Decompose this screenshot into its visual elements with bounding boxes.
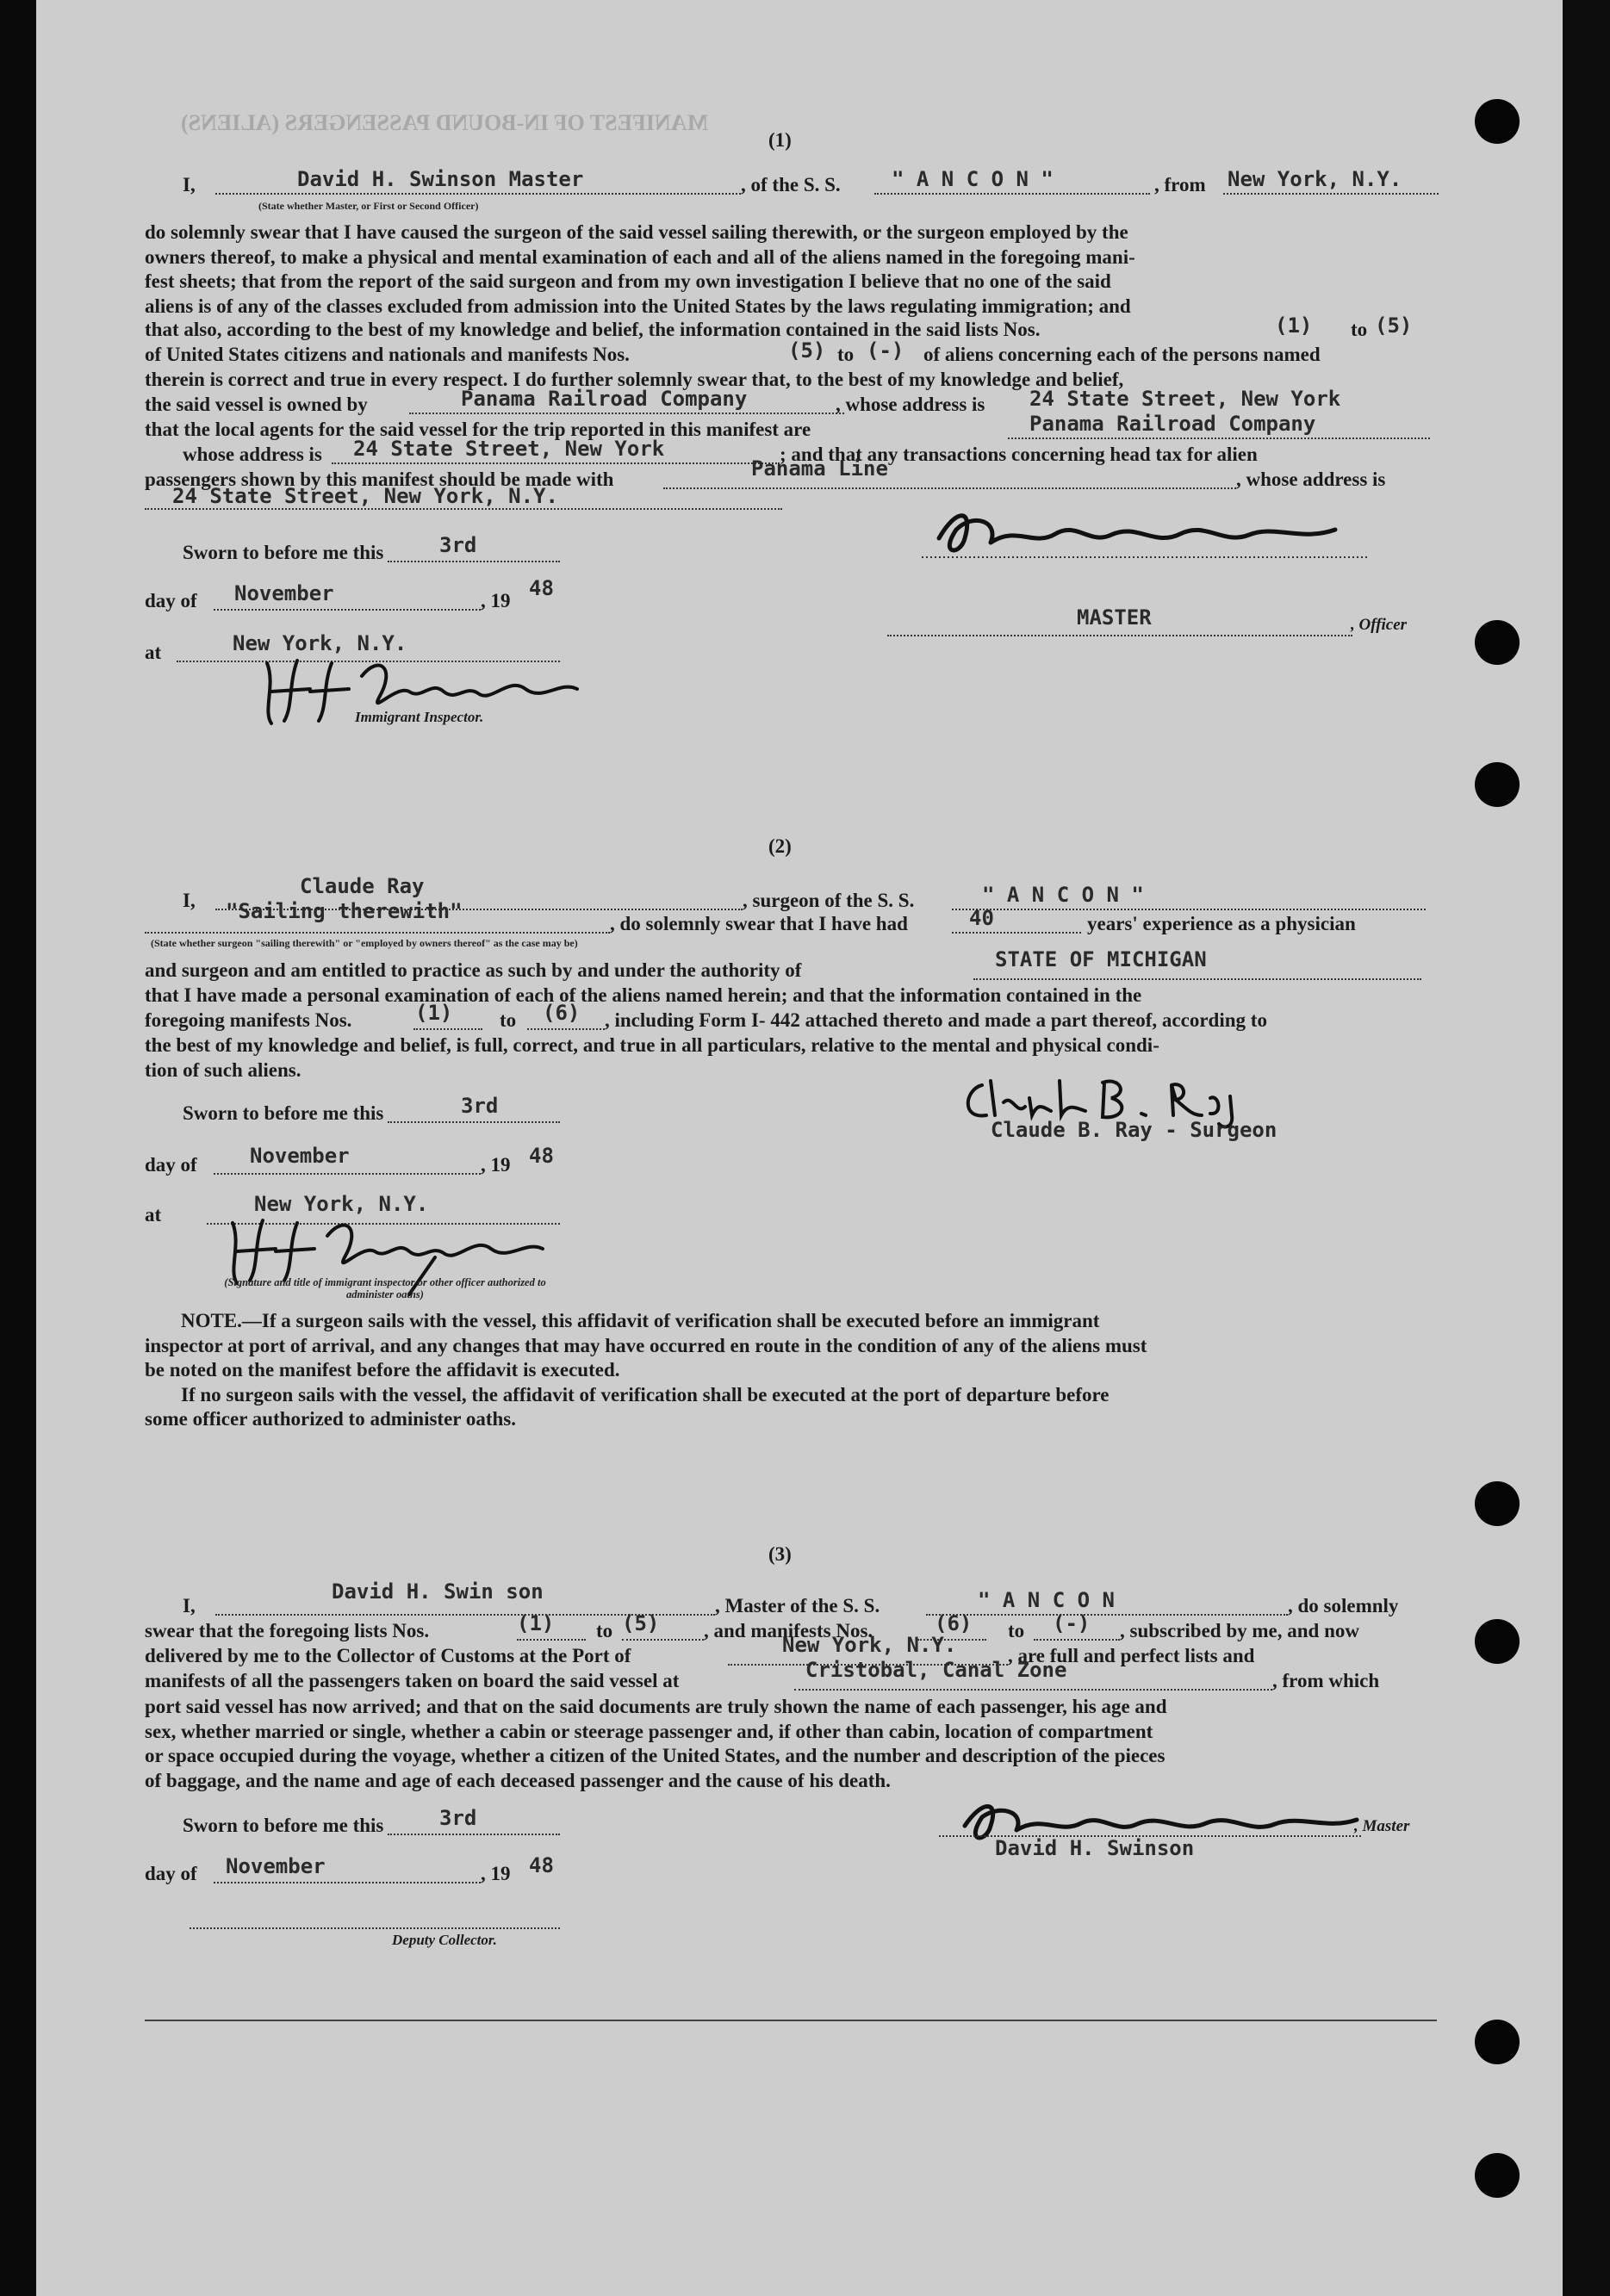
year-prefix: , 19	[481, 590, 511, 611]
fill-line	[388, 561, 560, 562]
officer-title-field: MASTER	[1077, 605, 1152, 630]
master-signature	[904, 504, 1387, 564]
fill-line	[1034, 1639, 1120, 1641]
from-which-text: , from which	[1272, 1670, 1380, 1691]
year-field: 48	[529, 576, 554, 600]
year-field: 48	[529, 1144, 554, 1168]
further-swear-text: therein is correct and true in every respect. I do further solemnly swear that, to the best of my knowledge and belief,	[145, 369, 1124, 390]
owner-field: Panama Railroad Company	[461, 387, 748, 411]
to-label: to	[1351, 319, 1368, 340]
punch-hole	[1475, 762, 1520, 807]
owner-address-field: 24 State Street, New York	[1029, 387, 1341, 411]
fill-line	[622, 1639, 704, 1641]
day-of-label: day of	[145, 1154, 197, 1176]
full-text: , are full and perfect lists and	[1008, 1645, 1255, 1666]
from-port-field: New York, N.Y.	[1228, 167, 1402, 191]
fill-line	[952, 932, 1081, 934]
agent-address-field: 24 State Street, New York	[353, 437, 665, 461]
fill-line	[973, 978, 1421, 980]
to-label: to	[500, 1009, 517, 1031]
officer-label: , Officer	[1351, 616, 1408, 634]
depart-port-field: Cristobal, Canal Zone	[805, 1658, 1067, 1682]
years-field: 40	[969, 906, 994, 930]
passengers-label: passengers shown by this manifest should be made with	[145, 469, 614, 490]
section-3-body: port said vessel has now arrived; and that on the said documents are truly shown the name of each passenger, his age and sex, whether married or single, whether a cabin or steerage passenger and, if other than cabin, location of compartment or space occupied during the voyage, whether a citizen of the United States, and the number and description of the pieces of baggage, and the name and age of each deceased passenger and the cause of his death.	[145, 1696, 1167, 1791]
sworn-day-field: 3rd	[439, 533, 477, 557]
head-tax-text: ; and that any transactions concerning head tax for alien	[780, 444, 1258, 465]
scan-edge-right	[1563, 0, 1610, 2296]
lists-to-field: (5)	[622, 1611, 660, 1635]
whose-address-label: , whose address is	[836, 394, 985, 415]
port-field: New York, N.Y.	[782, 1633, 957, 1657]
year-prefix: , 19	[481, 1863, 511, 1884]
lists-from-field: (1)	[517, 1611, 555, 1635]
owned-by-label: the said vessel is owned by	[145, 394, 368, 415]
manifests-to-field: (-)	[1053, 1611, 1091, 1635]
ship-name-field: " A N C O N "	[982, 883, 1144, 907]
master-typed-name: David H. Swinson	[995, 1836, 1195, 1860]
state-whether-note: (State whether surgeon "sailing therewith" or "employed by owners thereof" as the case may be)	[151, 937, 578, 949]
agents-label: that the local agents for the said vessel for the trip reported in this manifest are	[145, 419, 811, 440]
manifests-nos-text: of United States citizens and nationals and manifests Nos.	[145, 344, 630, 365]
fill-line	[1223, 193, 1439, 195]
day-of-label: day of	[145, 590, 197, 611]
fill-line	[332, 462, 780, 464]
sworn-label: Sworn to before me this	[183, 1815, 384, 1836]
fill-line	[214, 1882, 481, 1883]
section-2-line-c: tion of such aliens.	[145, 1059, 301, 1081]
fill-line	[887, 635, 1352, 636]
section-3-number: (3)	[768, 1543, 792, 1565]
fill-line	[145, 932, 610, 934]
month-field: November	[250, 1144, 350, 1168]
scan-edge-left	[0, 0, 36, 2296]
note-paragraph: NOTE.—If a surgeon sails with the vessel, this affidavit of verification shall be executed before an immigrant inspector at port of arrival, and any changes that may have occurred en route in the condition of any of the aliens must be noted on the manifest before the affidavit is executed. If no surgeon sails with the vessel, the affidavit of verification shall be executed at the port of departure before some officer authorized to administer oaths.	[145, 1310, 1147, 1430]
month-field: November	[226, 1854, 326, 1878]
authority-field: STATE OF MICHIGAN	[995, 947, 1207, 971]
master-label: , Master	[1354, 1817, 1410, 1835]
to-label: to	[1008, 1620, 1025, 1641]
surgeon-name-field: Claude Ray	[300, 874, 425, 898]
surgeon-of-label: , surgeon of the S. S.	[743, 890, 915, 911]
agent-field: Panama Railroad Company	[1029, 412, 1316, 436]
manifests-to-field: (-)	[867, 338, 904, 363]
year-field: 48	[529, 1853, 554, 1877]
fill-line	[1008, 437, 1430, 439]
fill-line	[527, 1028, 605, 1030]
fill-line	[409, 413, 844, 414]
section-2-line-b: the best of my knowledge and belief, is full, correct, and true in all particulars, relative to the mental and physical condi-	[145, 1034, 1159, 1056]
sworn-label: Sworn to before me this	[183, 1102, 384, 1124]
sworn-day-field: 3rd	[439, 1806, 477, 1830]
punch-hole	[1475, 1619, 1520, 1664]
section-1-body: do solemnly swear that I have caused the surgeon of the said vessel sailing therewith, or the surgeon employed by the owners thereof, to make a physical and mental examination of each and all of the aliens named in the foregoing mani- fest sheets; that from the report of the said surgeon and from my own investigation I believe that no one of the said aliens is of any of the classes excluded from admission into the United States by the laws regulating immigration; and	[145, 221, 1135, 317]
subscribed-text: , subscribed by me, and now	[1120, 1620, 1359, 1641]
swear-text: , do solemnly swear that I have had	[610, 913, 908, 934]
manifests-from-field: (5)	[788, 338, 826, 363]
fill-line	[794, 1689, 1272, 1691]
years-text: years' experience as a physician	[1087, 913, 1356, 934]
sailing-field: "Sailing therewith"	[226, 899, 463, 923]
bleed-through-header: MANIFEST OF IN-BOUND PASSENGERS (ALIENS)	[181, 110, 709, 135]
and-manifests-label: , and manifests Nos.	[704, 1620, 873, 1641]
i-label: I,	[183, 1595, 196, 1617]
manifests-text: manifests of all the passengers taken on board the said vessel at	[145, 1670, 680, 1691]
fill-line	[214, 1173, 481, 1175]
fill-line	[926, 1614, 1288, 1616]
place-field: New York, N.Y.	[254, 1192, 429, 1216]
foregoing-label: foregoing manifests Nos.	[145, 1009, 352, 1031]
at-label: at	[145, 642, 162, 663]
i-label: I,	[183, 890, 196, 911]
section-2-number: (2)	[768, 835, 792, 857]
day-of-label: day of	[145, 1863, 197, 1884]
punch-hole	[1475, 2153, 1520, 2198]
month-field: November	[234, 581, 334, 605]
at-label: at	[145, 1204, 162, 1226]
state-whether-note: (State whether Master, or First or Second Officer)	[258, 200, 479, 212]
fill-line	[413, 1028, 482, 1030]
punch-hole	[1475, 99, 1520, 144]
master-name-field: David H. Swin son	[332, 1579, 544, 1604]
fill-line	[663, 487, 1236, 489]
fill-line	[145, 508, 782, 510]
lists-nos-text: that also, according to the best of my knowledge and belief, the information contained in the said lists Nos.	[145, 319, 1041, 340]
sworn-label: Sworn to before me this	[183, 542, 384, 563]
lists-to-field: (5)	[1375, 313, 1413, 338]
sworn-day-field: 3rd	[461, 1094, 499, 1118]
section-2-line-a: that I have made a personal examination of each of the aliens named herein; and that the information contained in the	[145, 984, 1142, 1006]
punch-hole	[1475, 620, 1520, 665]
fill-line	[215, 193, 741, 195]
manifests-from-field: (1)	[415, 1001, 453, 1025]
year-prefix: , 19	[481, 1154, 511, 1176]
ship-name-field: " A N C O N "	[892, 167, 1054, 191]
to-label: to	[596, 1620, 613, 1641]
swear-lists-label: swear that the foregoing lists Nos.	[145, 1620, 430, 1641]
fill-line	[214, 609, 481, 611]
punch-hole	[1475, 2020, 1520, 2064]
fill-line	[190, 1927, 560, 1929]
fill-line	[388, 1121, 560, 1123]
punch-hole	[1475, 1481, 1520, 1526]
master-name-field: David H. Swinson Master	[297, 167, 584, 191]
divider-line	[145, 2020, 1437, 2021]
fill-line	[388, 1834, 560, 1835]
delivered-text: delivered by me to the Collector of Customs at the Port of	[145, 1645, 631, 1666]
fill-line	[952, 909, 1426, 910]
ship-name-field: " A N C O N	[978, 1588, 1115, 1612]
do-solemnly-label: , do solemnly	[1288, 1595, 1399, 1617]
fill-line	[517, 1639, 586, 1641]
i-label: I,	[183, 174, 196, 195]
lists-from-field: (1)	[1275, 313, 1313, 338]
whose-address-label: , whose address is	[1236, 469, 1386, 490]
section-1-number: (1)	[768, 129, 792, 151]
fill-line	[874, 193, 1150, 195]
tax-agent-address-field: 24 State Street, New York, N.Y.	[172, 484, 558, 508]
including-text: , including Form I- 442 attached thereto and made a part thereof, according to	[605, 1009, 1267, 1031]
tax-agent-field: Panama Line	[751, 456, 888, 481]
agent-address-label: whose address is	[183, 444, 322, 465]
inspector-label: Immigrant Inspector.	[355, 709, 484, 725]
deputy-collector-label: Deputy Collector.	[392, 1932, 497, 1948]
of-the-ss-label: , of the S. S.	[741, 174, 841, 195]
inspector-note: (Signature and title of immigrant inspector or other officer authorized to administer oaths)	[224, 1276, 546, 1300]
manifests-to-field: (6)	[543, 1001, 581, 1025]
place-field: New York, N.Y.	[233, 631, 407, 655]
from-label: , from	[1154, 174, 1206, 195]
to-label: to	[837, 344, 855, 365]
aliens-text: of aliens concerning each of the persons named	[923, 344, 1321, 365]
manifests-from-field: (6)	[935, 1611, 973, 1635]
authority-text: and surgeon and am entitled to practice as such by and under the authority of	[145, 959, 802, 981]
surgeon-typed-name: Claude B. Ray - Surgeon	[991, 1118, 1277, 1142]
master-of-label: , Master of the S. S.	[715, 1595, 880, 1617]
